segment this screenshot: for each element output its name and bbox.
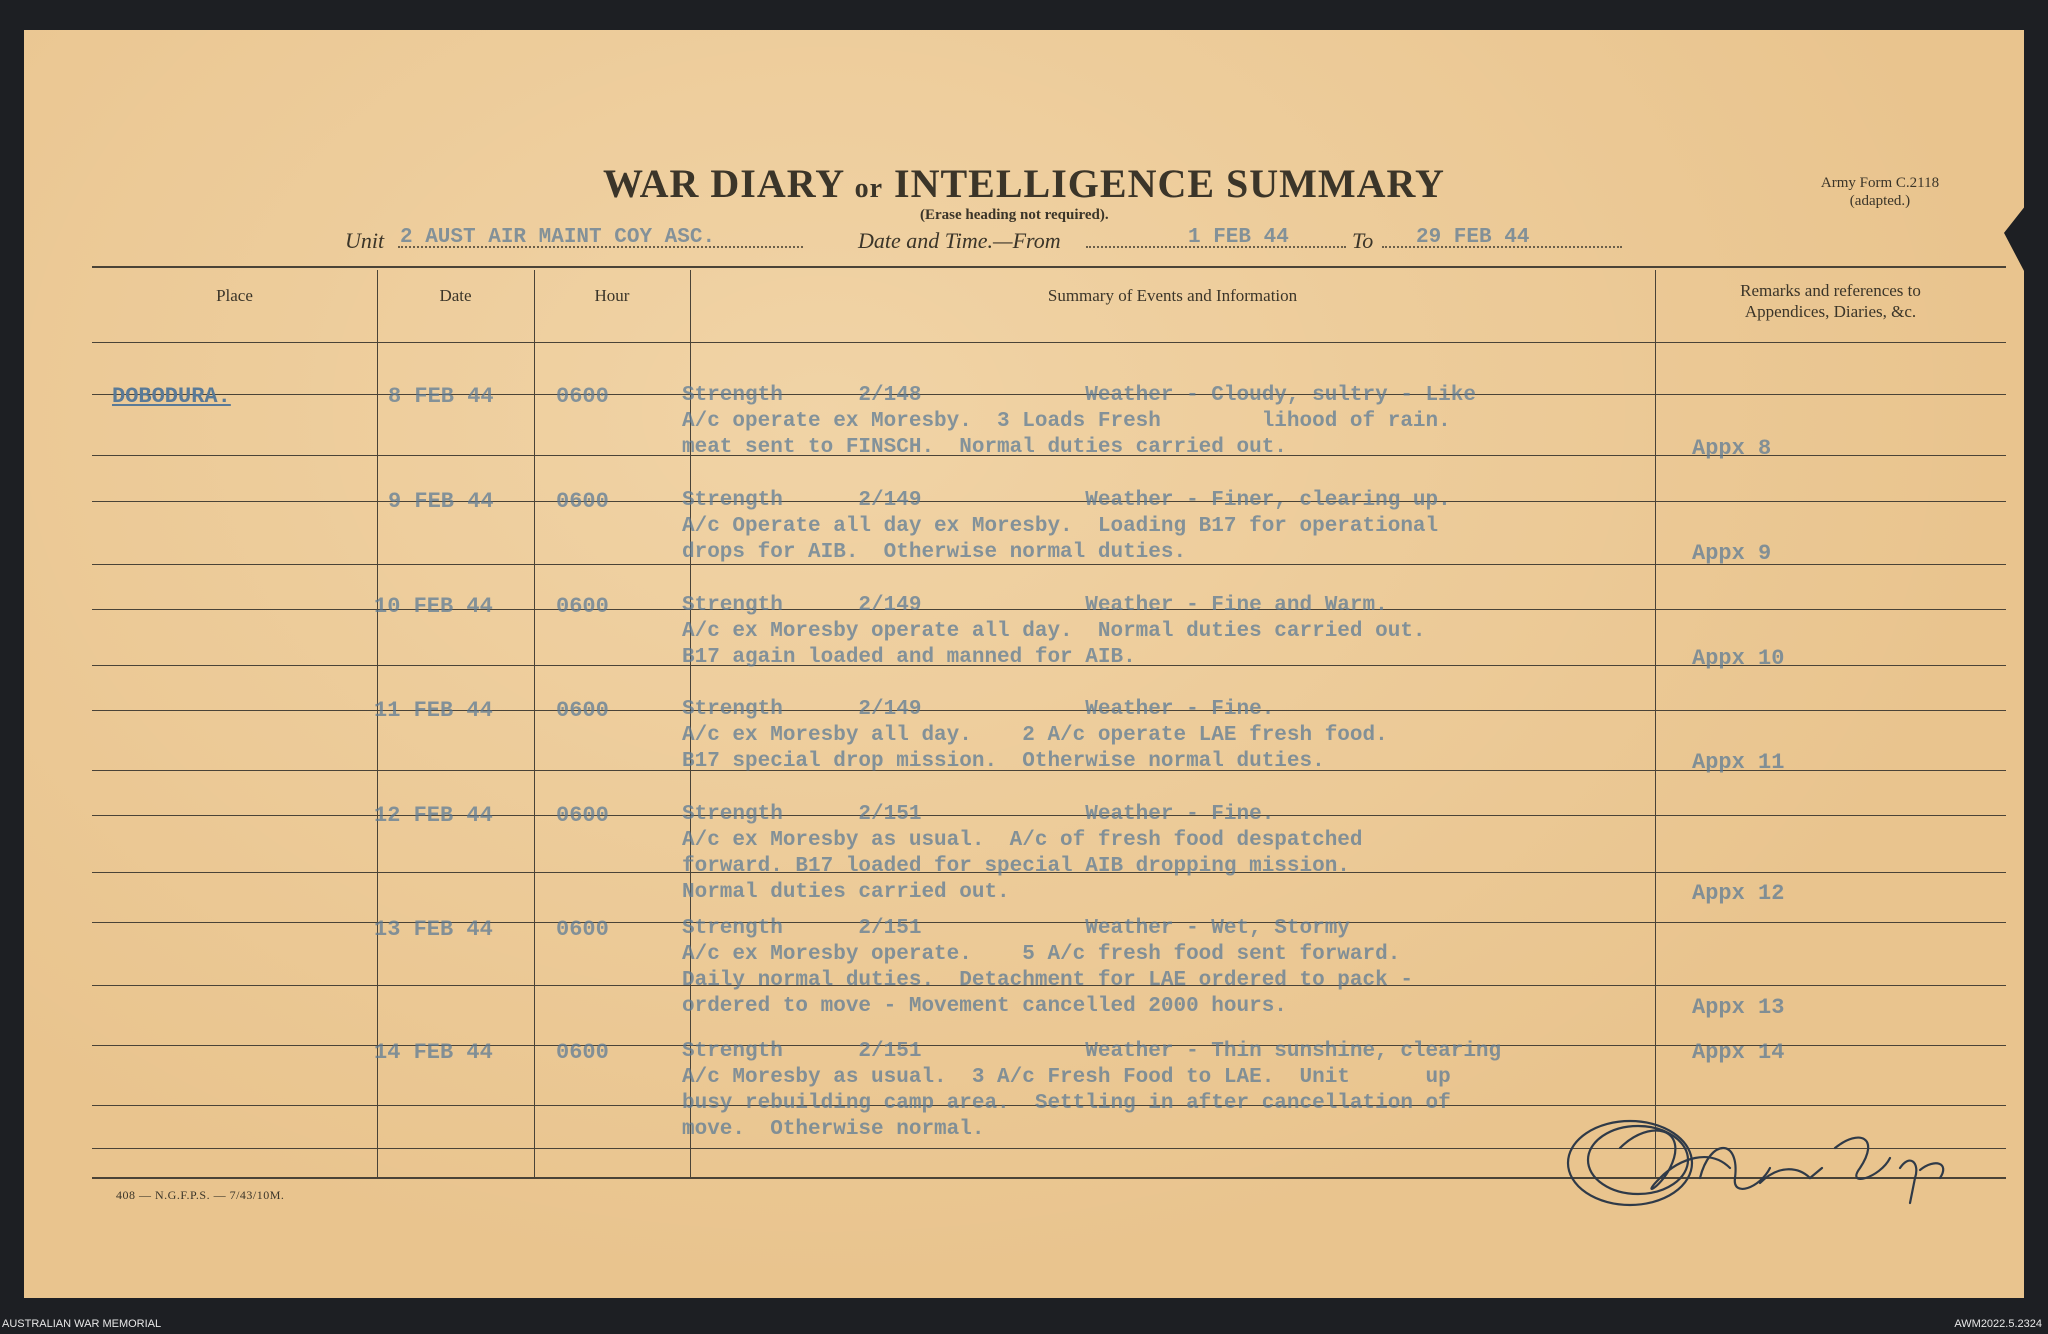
entry-date: 11 FEB 44 [374, 698, 493, 723]
footer-print-code: 408 — N.G.F.P.S. — 7/43/10M. [116, 1188, 285, 1202]
entry-summary-line: busy rebuilding camp area. Settling in after cancellation of [682, 1092, 1451, 1115]
signature-icon [1560, 1108, 2020, 1228]
entry-date: 8 FEB 44 [388, 384, 494, 409]
erase-heading-note: (Erase heading not required). [920, 207, 1109, 223]
date-time-label: Date and Time.—From [858, 228, 1061, 253]
entry-summary-line: Strength 2/151 Weather - Fine. [682, 803, 1275, 826]
entry-date: 13 FEB 44 [374, 917, 493, 942]
entry-appendix-ref: Appx 14 [1692, 1040, 1785, 1065]
entry-hour: 0600 [556, 803, 609, 828]
entry-summary-line: ordered to move - Movement cancelled 2000 hours. [682, 995, 1287, 1018]
entry-appendix-ref: Appx 8 [1692, 436, 1772, 461]
entry-summary-line: Strength 2/149 Weather - Fine. [682, 698, 1275, 721]
entry-date: 14 FEB 44 [374, 1040, 493, 1065]
entry-hour: 0600 [556, 384, 609, 409]
entry-summary-line: Normal duties carried out. [682, 881, 1010, 904]
entry-place: DOBODURA. [112, 384, 231, 409]
header-date: Date [439, 286, 472, 305]
header-rule [92, 342, 2006, 343]
entry-summary-line: A/c Moresby as usual. 3 A/c Fresh Food to LAE. Unit up [682, 1066, 1451, 1089]
title-or: or [854, 173, 884, 204]
entry-appendix-ref: Appx 11 [1692, 750, 1785, 775]
entry-hour: 0600 [556, 489, 609, 514]
header-remarks [1655, 280, 2006, 322]
entry-summary-line: A/c ex Moresby all day. 2 A/c operate LAE fresh food. [682, 724, 1388, 747]
archive-reference: AWM2022.5.2324 [1954, 1318, 2042, 1330]
army-form-number: Army Form C.2118 [1820, 175, 1940, 191]
unit-label: Unit [345, 228, 385, 253]
army-form-adapted: (adapted.) [1849, 193, 1911, 209]
entry-summary-line: A/c Operate all day ex Moresby. Loading B17 for operational [682, 515, 1439, 538]
table-top-rule [92, 266, 2006, 268]
col-divider-summary [1655, 270, 1656, 1178]
entry-hour: 0600 [556, 698, 609, 723]
entry-summary-line: A/c ex Moresby as usual. A/c of fresh food despatched [682, 829, 1363, 852]
army-form-label [1820, 174, 1940, 210]
to-date-value: 29 FEB 44 [1416, 226, 1530, 249]
unit-value: 2 AUST AIR MAINT COY ASC. [400, 226, 716, 249]
to-label: To [1352, 228, 1374, 253]
entry-summary-line: A/c operate ex Moresby. 3 Loads Fresh lihood of rain. [682, 410, 1451, 433]
entry-summary-line: Strength 2/148 Weather - Cloudy, sultry - Like [682, 384, 1476, 407]
entry-appendix-ref: Appx 10 [1692, 646, 1785, 671]
entry-summary-line: meat sent to FINSCH. Normal duties carried out. [682, 436, 1287, 459]
col-divider-date [534, 270, 535, 1178]
entry-summary-line: B17 special drop mission. Otherwise normal duties. [682, 750, 1325, 773]
entry-summary-line: Daily normal duties. Detachment for LAE ordered to pack - [682, 969, 1413, 992]
entry-date: 10 FEB 44 [374, 594, 493, 619]
from-date-value: 1 FEB 44 [1188, 226, 1289, 249]
archive-credit: AUSTRALIAN WAR MEMORIAL [2, 1318, 162, 1330]
entry-summary-line: A/c ex Moresby operate all day. Normal duties carried out. [682, 620, 1426, 643]
entry-date: 12 FEB 44 [374, 803, 493, 828]
entry-appendix-ref: Appx 9 [1692, 541, 1772, 566]
entry-summary-line: Strength 2/149 Weather - Finer, clearing up. [682, 489, 1451, 512]
title-intelligence-summary: INTELLIGENCE SUMMARY [894, 161, 1445, 206]
entry-summary-line: Strength 2/151 Weather - Thin sunshine, clearing [682, 1040, 1502, 1063]
entry-hour: 0600 [556, 917, 609, 942]
form-title [0, 160, 2048, 207]
entry-summary-line: B17 again loaded and manned for AIB. [682, 646, 1136, 669]
entry-appendix-ref: Appx 12 [1692, 881, 1785, 906]
entry-summary-line: drops for AIB. Otherwise normal duties. [682, 541, 1187, 564]
archive-bar [0, 1316, 2048, 1334]
entry-date: 9 FEB 44 [388, 489, 494, 514]
entry-summary-line: move. Otherwise normal. [682, 1118, 985, 1141]
header-place: Place [216, 286, 253, 305]
header-hour: Hour [594, 286, 630, 305]
entry-summary-line: forward. B17 loaded for special AIB dropping mission. [682, 855, 1350, 878]
entry-summary-line: Strength 2/149 Weather - Fine and Warm. [682, 594, 1388, 617]
header-remarks-line1: Remarks and references to [1740, 281, 1921, 300]
entry-summary-line: A/c ex Moresby operate. 5 A/c fresh food sent forward. [682, 943, 1401, 966]
entry-hour: 0600 [556, 1040, 609, 1065]
entry-hour: 0600 [556, 594, 609, 619]
entry-appendix-ref: Appx 13 [1692, 995, 1785, 1020]
entry-summary-line: Strength 2/151 Weather - Wet, Stormy [682, 917, 1350, 940]
header-summary: Summary of Events and Information [1047, 286, 1298, 305]
header-remarks-line2: Appendices, Diaries, &c. [1744, 302, 1917, 321]
title-war-diary: WAR DIARY [603, 161, 844, 206]
